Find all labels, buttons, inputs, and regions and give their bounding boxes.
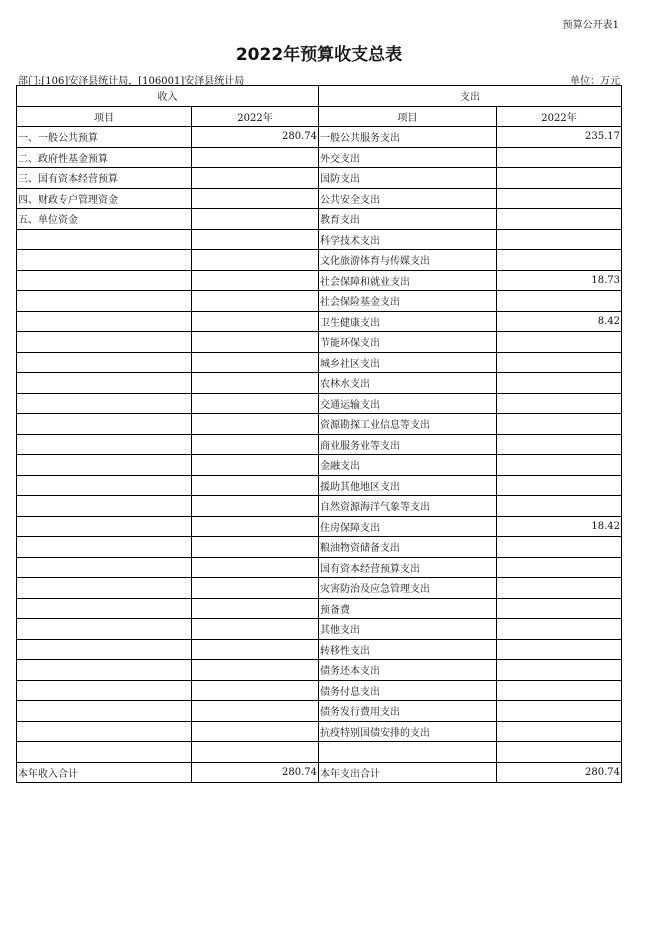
expense-item-cell: 金融支出 [319, 455, 497, 476]
expense-value-cell [497, 598, 622, 619]
expense-item-cell: 债务还本支出 [319, 660, 497, 681]
income-item-cell [17, 598, 192, 619]
income-value-cell [192, 619, 319, 640]
expense-value-cell [497, 721, 622, 742]
table-row [17, 311, 622, 332]
expense-item-cell: 自然资源海洋气象等支出 [319, 496, 497, 517]
expense-value-cell [497, 332, 622, 353]
expense-item-cell: 卫生健康支出 [319, 311, 497, 332]
income-value-cell [192, 639, 319, 660]
table-row [17, 680, 622, 701]
expense-item-cell: 灾害防治及应急管理支出 [319, 578, 497, 599]
income-value-cell [192, 701, 319, 722]
expense-value-cell [497, 578, 622, 599]
table-group-header-row [17, 86, 622, 107]
expense-value-cell [497, 619, 622, 640]
expense-item-header: 项目 [319, 106, 497, 127]
expense-item-cell: 科学技术支出 [319, 229, 497, 250]
income-item-cell [17, 270, 192, 291]
expense-value-cell [497, 291, 622, 312]
income-item-cell: 五、单位资金 [17, 209, 192, 230]
table-row [17, 393, 622, 414]
table-row [17, 352, 622, 373]
expense-item-cell: 其他支出 [319, 619, 497, 640]
expense-value-cell [497, 496, 622, 517]
income-item-cell [17, 393, 192, 414]
income-value-cell [192, 721, 319, 742]
income-item-cell [17, 639, 192, 660]
table-row [17, 475, 622, 496]
table-row [17, 229, 622, 250]
table-row [17, 434, 622, 455]
expense-item-cell: 援助其他地区支出 [319, 475, 497, 496]
expense-value-cell [497, 168, 622, 189]
expense-value-cell [497, 188, 622, 209]
table-row [17, 147, 622, 168]
expense-item-cell: 预备费 [319, 598, 497, 619]
table-row [17, 578, 622, 599]
table-row [17, 557, 622, 578]
income-item-cell: 四、财政专户管理资金 [17, 188, 192, 209]
expense-value-cell [497, 455, 622, 476]
expense-value-cell [497, 475, 622, 496]
table-row [17, 414, 622, 435]
income-value-cell: 280.74 [192, 127, 319, 148]
income-value-cell [192, 434, 319, 455]
expense-item-cell: 资源勘探工业信息等支出 [319, 414, 497, 435]
expense-value-cell [497, 639, 622, 660]
expense-item-cell: 社会保障和就业支出 [319, 270, 497, 291]
table-row [17, 455, 622, 476]
expense-item-cell: 商业服务业等支出 [319, 434, 497, 455]
income-item-cell [17, 250, 192, 271]
expense-item-cell: 债务发行费用支出 [319, 701, 497, 722]
expense-value-cell [497, 352, 622, 373]
expense-value-cell [497, 373, 622, 394]
table-row [17, 721, 622, 742]
expense-value-cell: 18.73 [497, 270, 622, 291]
income-year-header: 2022年 [192, 106, 319, 127]
expense-item-cell: 转移性支出 [319, 639, 497, 660]
income-item-cell: 三、国有资本经营预算 [17, 168, 192, 189]
table-row [17, 291, 622, 312]
table-row [17, 516, 622, 537]
expense-value-cell: 280.74 [497, 762, 622, 783]
income-item-cell [17, 475, 192, 496]
page-title: 2022年预算收支总表 [235, 45, 403, 65]
expense-item-cell: 外交支出 [319, 147, 497, 168]
income-item-header: 项目 [17, 106, 192, 127]
income-value-cell [192, 598, 319, 619]
expense-item-cell: 教育支出 [319, 209, 497, 230]
income-item-cell: 二、政府性基金预算 [17, 147, 192, 168]
table-row [17, 209, 622, 230]
income-value-cell [192, 311, 319, 332]
expense-item-cell: 债务付息支出 [319, 680, 497, 701]
income-item-cell [17, 496, 192, 517]
income-value-cell [192, 291, 319, 312]
expense-item-cell: 抗疫特别国债安排的支出 [319, 721, 497, 742]
expense-item-cell: 国有资本经营预算支出 [319, 557, 497, 578]
income-item-cell [17, 619, 192, 640]
income-item-cell [17, 557, 192, 578]
expense-item-cell: 一般公共服务支出 [319, 127, 497, 148]
income-item-cell [17, 516, 192, 537]
expense-value-cell [497, 434, 622, 455]
income-value-cell [192, 188, 319, 209]
expense-item-cell: 公共安全支出 [319, 188, 497, 209]
income-item-cell [17, 660, 192, 681]
table-row [17, 639, 622, 660]
income-value-cell [192, 373, 319, 394]
unit-label: 单位：万元 [570, 76, 620, 87]
income-value-cell [192, 742, 319, 763]
expense-item-cell: 文化旅游体育与传媒支出 [319, 250, 497, 271]
table-row [17, 168, 622, 189]
table-row [17, 598, 622, 619]
expense-item-cell: 本年支出合计 [319, 762, 497, 783]
table-row [17, 660, 622, 681]
expense-item-cell [319, 742, 497, 763]
expense-value-cell: 18.42 [497, 516, 622, 537]
expense-item-cell: 住房保障支出 [319, 516, 497, 537]
table-row [17, 127, 622, 148]
expense-value-cell [497, 680, 622, 701]
income-value-cell [192, 209, 319, 230]
income-item-cell [17, 455, 192, 476]
expense-item-cell: 交通运输支出 [319, 393, 497, 414]
table-row [17, 188, 622, 209]
expense-value-cell [497, 660, 622, 681]
income-item-cell [17, 578, 192, 599]
income-item-cell [17, 721, 192, 742]
expense-value-cell: 8.42 [497, 311, 622, 332]
table-row [17, 537, 622, 558]
income-value-cell [192, 332, 319, 353]
income-item-cell [17, 537, 192, 558]
income-value-cell [192, 660, 319, 681]
income-header: 收入 [17, 86, 319, 107]
department-label: 部门:[106]安泽县统计局，[106001]安泽县统计局 [18, 76, 245, 87]
income-value-cell [192, 168, 319, 189]
income-item-cell: 本年收入合计 [17, 762, 192, 783]
income-value-cell [192, 496, 319, 517]
table-body [17, 127, 622, 783]
expense-item-cell: 农林水支出 [319, 373, 497, 394]
expense-year-header: 2022年 [497, 106, 622, 127]
income-value-cell: 280.74 [192, 762, 319, 783]
expense-value-cell [497, 147, 622, 168]
expense-item-cell: 国防支出 [319, 168, 497, 189]
table-number-label: 预算公开表1 [562, 20, 619, 31]
expense-item-cell: 社会保险基金支出 [319, 291, 497, 312]
expense-value-cell [497, 557, 622, 578]
expense-value-cell [497, 414, 622, 435]
expense-value-cell [497, 209, 622, 230]
expense-item-cell: 城乡社区支出 [319, 352, 497, 373]
expense-value-cell [497, 537, 622, 558]
income-item-cell [17, 414, 192, 435]
income-item-cell [17, 311, 192, 332]
income-value-cell [192, 455, 319, 476]
expense-value-cell [497, 393, 622, 414]
expense-value-cell: 235.17 [497, 127, 622, 148]
table-row [17, 496, 622, 517]
income-value-cell [192, 680, 319, 701]
table-row [17, 250, 622, 271]
income-value-cell [192, 270, 319, 291]
income-item-cell [17, 352, 192, 373]
table-row [17, 619, 622, 640]
table-row [17, 373, 622, 394]
income-value-cell [192, 414, 319, 435]
expense-value-cell [497, 250, 622, 271]
expense-header: 支出 [319, 86, 622, 107]
expense-value-cell [497, 742, 622, 763]
income-value-cell [192, 537, 319, 558]
income-value-cell [192, 250, 319, 271]
table-row [17, 742, 622, 763]
income-item-cell [17, 373, 192, 394]
expense-value-cell [497, 701, 622, 722]
income-item-cell [17, 701, 192, 722]
income-value-cell [192, 578, 319, 599]
income-item-cell [17, 680, 192, 701]
income-item-cell [17, 229, 192, 250]
income-item-cell [17, 742, 192, 763]
income-value-cell [192, 352, 319, 373]
expense-item-cell: 节能环保支出 [319, 332, 497, 353]
income-value-cell [192, 557, 319, 578]
table-row [17, 762, 622, 783]
expense-value-cell [497, 229, 622, 250]
budget-summary-table [16, 85, 622, 783]
table-column-header-row [17, 106, 622, 127]
table-row [17, 270, 622, 291]
income-value-cell [192, 393, 319, 414]
income-value-cell [192, 147, 319, 168]
table-row [17, 332, 622, 353]
expense-item-cell: 粮油物资储备支出 [319, 537, 497, 558]
income-value-cell [192, 516, 319, 537]
income-value-cell [192, 475, 319, 496]
income-item-cell: 一、一般公共预算 [17, 127, 192, 148]
income-item-cell [17, 332, 192, 353]
table-row [17, 701, 622, 722]
income-value-cell [192, 229, 319, 250]
income-item-cell [17, 291, 192, 312]
income-item-cell [17, 434, 192, 455]
